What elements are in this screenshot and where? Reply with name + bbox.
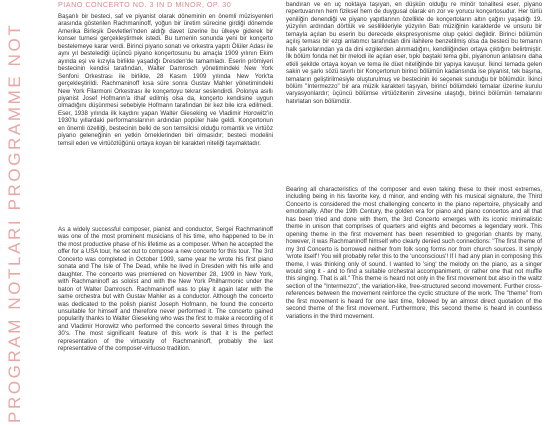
paragraph-english-1: As a widely successful composer, pianist and conductor, Sergei Rachmaninoff was one of the most prominent musicians of his time, who happened to be in the most productive phase of his lifetime as a composer. When he accepted the offer for a USA tour, he set out to compose a new concerto for this tour. The 3rd Concerto was completed in October 1909, same year he wrote his first piano sonata and The Isle of The Dead, while he lived in Dresden with his wife and daughter. The concerto was premiered on November 28, 1909 in New York, with Rachmaninoff as soloist and with the New York Philharmonic under the baton of Walter Damrosch. Rachmaninoff was to play it again later with the same orchestra but with Gustav Mahler as a conductor. Although the concerto was dedicated to the polish pianist Joseph Hofmann, he found the concerto unsuitable for himself and therefore never performed it. The concerto gained popularity thanks to Walter Gieseking who was the first to make a recording of it and Vladimir Horowitz who performed the concerto several times through the 30's. The most significant feature of this work is that it is the perfect representation of the virtuosity of Rachmaninoff, probably the last representative of the composer-virtuoso tradition. [58, 226, 273, 353]
program-note-turkish-right [286, 1, 542, 181]
paragraph-english-2: Bearing all characteristics of the composer and even taking these to their most extremes, including being in his favorite key, d minor, and ending with his musical signature, the Third Concerto is considered the most challenging concerto in the piano repertoire, physically and emotionally. After the 19th Century, the golden era for piano and piano concertos and all that has been tried and done with them, the 3rd Concerto emerges with its iconic minimalistic theme in unison that comprises of quarters and eights and becomes a legendary work. This opening theme in the first movement has been resembled to gregorian chants by many, however, it was Rachmaninoff himself who clearly denied such connections: "The first theme of my 3rd Concerto is borrowed neither from folk song forms nor from church sources. It simply 'wrote itself'! You will probably refer this to the 'unconscious'! If I had any plan in composing this theme, I was thinking only of sound. I wanted to 'sing' the melody on the piano, as a singer would sing it - and to find a suitable orchestral accompaniment, or rather one that not muffle this singing. That is all." This theme is heard not only in the first movement but also in the waltz section of the "Intermezzo", the variation-like, free-structured second movement. Further cross-references between the movement reinforce the cyclic structure of the work. The "theme" from the first movement is heard for one last time, followed by an almost direct quotation of the second theme of the first movement. Furthermore, this second theme is heard in countless variations in the third movement. [286, 186, 542, 320]
program-note-turkish-left [58, 13, 273, 225]
paragraph-turkish-1: Başarılı bir besteci, saf ve piyanist olarak döneminin en önemli müzisyenleri arasında gösterilen Rachmaninoff, yoğun bir üretim sürecine girdiği dönemde Amerika Birleşik Devletleri'nden aldığı davet üzerine bu ülkeye giderek bir konser turnesi gerçekleştirmek istedi. Bu turnenin sonunda yeni bir konçerto bestelemeye karar verdi. Birinci piyano sonatı ve orkestra yapıtı Ölüler Adası ile aynı yıl bestelediği üçüncü piyano konçertosunu bu amaçla 1909 yılının Ekim ayında eşi ve kızıyla birlikte yaşadığı Dresden'de tamamladı. Eserin prömiyeri bestecinin kendisi tarafından, Walter Damrosch yönetimindeki New York Senfoni Orkestrası ile birlikte, 28 Kasım 1909 yılında New York'ta gerçekleştirildi. Rachmaninoff kısa süre sonra Gustav Mahler yönetimindeki New York Filarmoni Orkestrası ile konçertoyu tekrar seslendirdi. Polonya asıllı piyanist Josef Hofmann'a ithaf edilmiş olsa da, konçerto kendisine uygun olmadığını düşünmesi sebebiyle Hofmann tarafından bir kez bile icra edilmedi. Eser, 1938 yılında ilk kaydını yapan Walter Gieseking ve Vladimir Horowitz'in 1930'lu yıllardaki performanslarının ardından popüler hale geldi. Konçertonun en önemli özelliği, bestecinin belki de son temsilcisi olduğu romantik ve virtüöz piyano geleneğinin en yetkin örneklerinden biri olmasıdır; besteci modelini temsil eden ve virtüözlüğünü ortaya koyan bir karakteri niteliği taşımaktadır. [58, 13, 273, 147]
program-note-english-right [286, 186, 542, 425]
side-section-label [4, 0, 26, 425]
side-section-label-text: PROGRAM NOTLARI PROGRAMME NOT [5, 22, 24, 423]
page-header: PIANO CONCERTO NO. 3 IN D MINOR, OP. 30 [58, 0, 232, 9]
paragraph-turkish-2: bandıran ve en uç noktaya taşıyan, en düşkün olduğu re minör tonalitesi eser, piyano repertuvarının hem fiziksel hem de duygusal olarak en zor ve yorucu konçertosudur. Her türlü yeniliğin denendiği ve piyano yapıtlarının özellikle de konçertoların altın çağını yaşadığı 19. yüzyılın ardından dörtlük ve seslilikleriyle yüzyılın Batı müziğinin karakterde ve unsuru bir temayla açılan bu eserin bu derecede ekspresyonisme olup çekici değildir. Birinci bölümün açılış teması bir ezgi anlatımcı tarafından dini ilahilere benzetilmiş olsa da besteci bu temanın halk şarkılarından ya da dini ezgilerden alınmadığını, kendiliğinden ortaya çıktığını belirtmiştir. İlk bölüm fonda net bir melodi ile açılan eser, tıpkı baştaki tema gibi, piyanonun anlatısını daha etkili şekilde ortaya koyan ve tema ile düet niteliğinde bir yapıya kavuşur. İkinci temada gelen sakin ve şarkı sözü tavırlı bir Konçertonun birinci bölümün kadansında ise piyanist, tek başına, temaların geliştirilmesiyle oluşturulmuş ve bestecinin iki seçenek sunduğu bir bölümdür. İkinci bölüm "Intermezzo" bir ara müzik karakteri taşıyan, birinci bölümdeki temalar üzerine kurulu varyasyonlardır; üçüncü bölümse virtüözitenin zirvesine ulaştığı, birinci bölümün temalarını hatırlatan son bölümdür. [286, 1, 542, 105]
program-note-english-left [58, 226, 273, 425]
